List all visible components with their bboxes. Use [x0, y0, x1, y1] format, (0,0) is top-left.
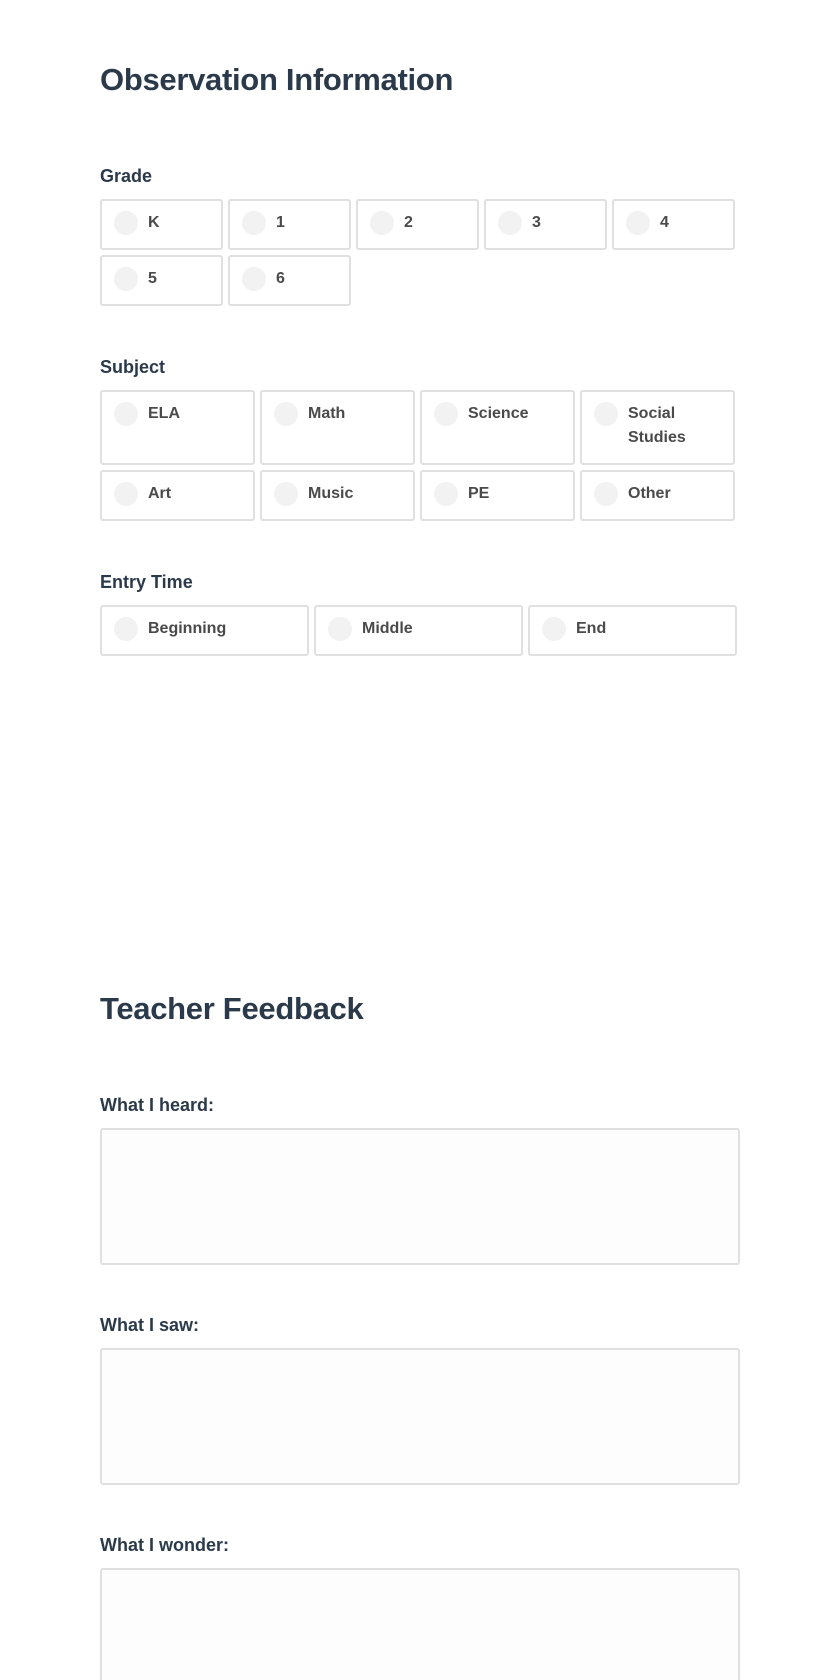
subject-option-science[interactable] [420, 390, 575, 465]
subject-option-math[interactable] [260, 390, 415, 465]
entry-time-option-beginning[interactable] [100, 605, 309, 656]
radio-circle-icon [498, 211, 522, 235]
what-i-saw-label: What I saw: [100, 1315, 200, 1335]
grade-options [100, 199, 735, 306]
radio-circle-icon [114, 267, 138, 291]
radio-circle-icon [328, 617, 352, 641]
subject-options [100, 390, 735, 521]
observation-information-title: Observation Information [100, 62, 454, 97]
what-i-wonder-textarea[interactable] [100, 1568, 740, 1680]
what-i-wonder-label: What I wonder: [100, 1535, 229, 1555]
entry-time-option-label: Middle [362, 620, 413, 637]
subject-option-label: Music [308, 485, 354, 502]
radio-circle-icon [370, 211, 394, 235]
subject-option-label: Social Studies [628, 405, 686, 446]
grade-option-k[interactable] [100, 199, 223, 250]
radio-circle-icon [114, 211, 138, 235]
grade-option-4[interactable] [612, 199, 735, 250]
radio-circle-icon [434, 482, 458, 506]
grade-option-2[interactable] [356, 199, 479, 250]
radio-circle-icon [114, 402, 138, 426]
subject-option-label: Math [308, 405, 346, 422]
subject-option-music[interactable] [260, 470, 415, 521]
radio-circle-icon [542, 617, 566, 641]
grade-option-1[interactable] [228, 199, 351, 250]
radio-circle-icon [242, 267, 266, 291]
subject-option-label: Art [148, 485, 172, 502]
subject-option-pe[interactable] [420, 470, 575, 521]
radio-circle-icon [114, 617, 138, 641]
radio-circle-icon [242, 211, 266, 235]
radio-circle-icon [274, 402, 298, 426]
grade-option-label: 4 [660, 214, 669, 231]
subject-option-label: Other [628, 485, 671, 502]
entry-time-options [100, 605, 737, 656]
subject-option-label: Science [468, 405, 529, 422]
grade-option-label: 2 [404, 214, 413, 231]
grade-option-5[interactable] [100, 255, 223, 306]
what-i-heard-label: What I heard: [100, 1095, 215, 1115]
grade-option-3[interactable] [484, 199, 607, 250]
subject-option-label: ELA [148, 405, 180, 422]
entry-time-label: Entry Time [100, 572, 193, 592]
grade-option-label: K [148, 214, 160, 231]
subject-label: Subject [100, 357, 166, 377]
radio-circle-icon [594, 402, 618, 426]
subject-option-ela[interactable] [100, 390, 255, 465]
subject-option-label: PE [468, 485, 490, 502]
entry-time-option-end[interactable] [528, 605, 737, 656]
grade-label: Grade [100, 166, 153, 186]
grade-option-label: 5 [148, 270, 157, 287]
radio-circle-icon [114, 482, 138, 506]
grade-option-label: 1 [276, 214, 285, 231]
radio-circle-icon [434, 402, 458, 426]
what-i-heard-textarea[interactable] [100, 1128, 740, 1265]
teacher-feedback-title: Teacher Feedback [100, 991, 364, 1026]
subject-option-social-studies[interactable] [580, 390, 735, 465]
grade-option-label: 6 [276, 270, 285, 287]
grade-option-label: 3 [532, 214, 541, 231]
radio-circle-icon [274, 482, 298, 506]
subject-option-art[interactable] [100, 470, 255, 521]
radio-circle-icon [594, 482, 618, 506]
what-i-saw-textarea[interactable] [100, 1348, 740, 1485]
entry-time-option-label: Beginning [148, 620, 227, 637]
grade-option-6[interactable] [228, 255, 351, 306]
entry-time-option-middle[interactable] [314, 605, 523, 656]
radio-circle-icon [626, 211, 650, 235]
subject-option-other[interactable] [580, 470, 735, 521]
entry-time-option-label: End [576, 620, 607, 637]
